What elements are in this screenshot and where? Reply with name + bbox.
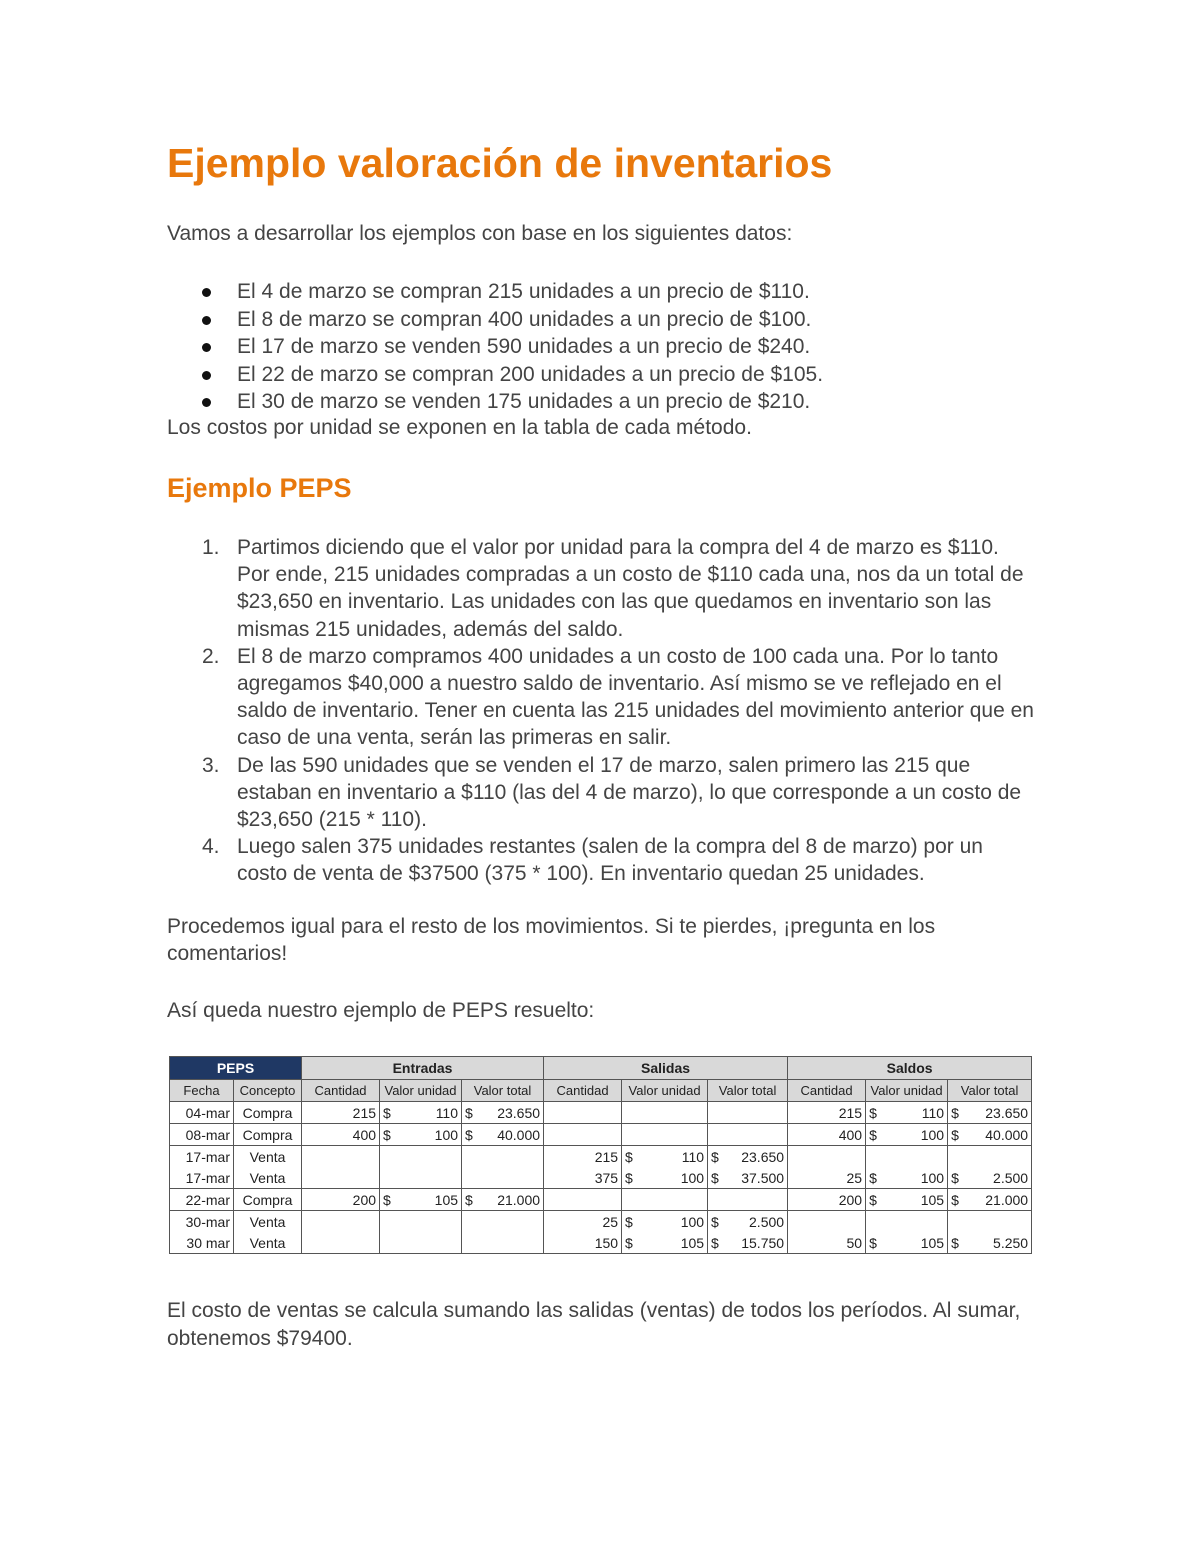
cell-value: 400 bbox=[788, 1124, 866, 1146]
cell-value: 37.500 bbox=[741, 1169, 785, 1186]
cell-money bbox=[948, 1102, 1032, 1124]
cell-value: 25 bbox=[544, 1211, 622, 1233]
cell-value bbox=[302, 1146, 380, 1168]
cell-concepto: Venta bbox=[234, 1146, 302, 1168]
cell-value bbox=[708, 1124, 788, 1146]
currency-symbol: $ bbox=[951, 1169, 959, 1186]
cell-money bbox=[462, 1124, 544, 1146]
cell-value: 375 bbox=[544, 1167, 622, 1189]
cell-concepto: Compra bbox=[234, 1102, 302, 1124]
column-header-valor-unidad: Valor unidad bbox=[622, 1080, 708, 1102]
cell-value bbox=[788, 1211, 866, 1233]
cell-money bbox=[948, 1189, 1032, 1211]
data-bullet-list bbox=[167, 278, 823, 416]
cell-concepto: Venta bbox=[234, 1232, 302, 1254]
cell-value bbox=[380, 1167, 462, 1189]
cell-concepto: Compra bbox=[234, 1189, 302, 1211]
cell-money bbox=[866, 1189, 948, 1211]
currency-symbol: $ bbox=[869, 1234, 877, 1251]
step-item bbox=[167, 752, 1037, 834]
table-row bbox=[170, 1232, 1032, 1254]
cell-value: 21.000 bbox=[985, 1191, 1029, 1208]
column-header-concepto: Concepto bbox=[234, 1080, 302, 1102]
group-header-entradas: Entradas bbox=[302, 1057, 544, 1080]
column-header-valor-total: Valor total bbox=[708, 1080, 788, 1102]
cell-value: 21.000 bbox=[497, 1191, 541, 1208]
cell-value bbox=[622, 1102, 708, 1124]
cell-value: 105 bbox=[920, 1191, 945, 1208]
currency-symbol: $ bbox=[869, 1191, 877, 1208]
cell-money bbox=[462, 1189, 544, 1211]
costs-note: Los costos por unidad se exponen en la tabla de cada método. bbox=[167, 416, 752, 439]
cell-value: 215 bbox=[544, 1146, 622, 1168]
currency-symbol: $ bbox=[625, 1169, 633, 1186]
currency-symbol: $ bbox=[625, 1213, 633, 1230]
table-row bbox=[170, 1189, 1032, 1211]
currency-symbol: $ bbox=[951, 1191, 959, 1208]
step-item bbox=[167, 833, 1037, 887]
cell-value: 110 bbox=[435, 1104, 459, 1121]
currency-symbol: $ bbox=[465, 1104, 473, 1121]
step-text: De las 590 unidades que se venden el 17 de marzo, salen primero las 215 que estaban en inventario a $110 (las del 4 de marzo), lo que corresponde a un costo de $23,650 (215 * 110). bbox=[237, 753, 1022, 832]
cell-value: 200 bbox=[302, 1189, 380, 1211]
step-number: 4. bbox=[202, 835, 220, 859]
cell-value: 100 bbox=[434, 1126, 459, 1143]
cell-value: 5.250 bbox=[993, 1234, 1029, 1251]
table-row bbox=[170, 1124, 1032, 1146]
step-text: Partimos diciendo que el valor por unidad para la compra del 4 de marzo es $110. Por ende, 215 unidades compradas a un costo de $110 cada una, nos da un total de $23,650 en inventario. Las unidades con las que quedamos en inventario son las mismas 215 unidades, además del saldo. bbox=[237, 536, 1024, 641]
cell-value: 15.750 bbox=[741, 1234, 785, 1251]
currency-symbol: $ bbox=[383, 1104, 391, 1121]
cell-value: 105 bbox=[920, 1234, 945, 1251]
cell-value: 110 bbox=[681, 1148, 705, 1165]
currency-symbol: $ bbox=[711, 1148, 719, 1165]
resolved-text: Así queda nuestro ejemplo de PEPS resuelto: bbox=[167, 999, 595, 1022]
table-row bbox=[170, 1102, 1032, 1124]
currency-symbol: $ bbox=[383, 1191, 391, 1208]
cell-money bbox=[948, 1167, 1032, 1189]
page-title: Ejemplo valoración de inventarios bbox=[167, 140, 833, 186]
table-row bbox=[170, 1146, 1032, 1168]
cell-value bbox=[622, 1189, 708, 1211]
cell-value bbox=[544, 1102, 622, 1124]
step-text: El 8 de marzo compramos 400 unidades a un costo de 100 cada una. Por lo tanto agregamos $40,000 a nuestro saldo de inventario. Así mismo se ve reflejado en el saldo de inventario. Tener en cuenta las 215 unidades del movimiento anterior que en caso de una venta, serán las primeras en salir. bbox=[237, 644, 1034, 750]
cell-money bbox=[622, 1232, 708, 1254]
peps-table-body bbox=[170, 1102, 1032, 1254]
step-number: 1. bbox=[202, 536, 220, 559]
cell-value bbox=[380, 1146, 462, 1168]
column-header-cantidad: Cantidad bbox=[788, 1080, 866, 1102]
cell-value bbox=[948, 1146, 1032, 1168]
cell-value bbox=[544, 1124, 622, 1146]
column-header-cantidad: Cantidad bbox=[544, 1080, 622, 1102]
cell-value bbox=[622, 1124, 708, 1146]
currency-symbol: $ bbox=[869, 1126, 877, 1143]
cell-fecha: 17-mar bbox=[170, 1167, 234, 1189]
cell-value: 100 bbox=[680, 1213, 705, 1230]
cell-value bbox=[866, 1146, 948, 1168]
cell-value: 110 bbox=[921, 1104, 945, 1121]
cell-value bbox=[462, 1211, 544, 1233]
cell-value: 23.650 bbox=[497, 1104, 541, 1121]
steps-list bbox=[167, 534, 1037, 888]
currency-symbol: $ bbox=[383, 1126, 391, 1143]
cell-value bbox=[866, 1211, 948, 1233]
closing-text: El costo de ventas se calcula sumando las salidas (ventas) de todos los períodos. Al sumar, obtenemos $79400. bbox=[167, 1299, 1021, 1350]
column-header-valor-total: Valor total bbox=[462, 1080, 544, 1102]
cell-money bbox=[622, 1211, 708, 1233]
cell-value bbox=[462, 1146, 544, 1168]
cell-value bbox=[380, 1211, 462, 1233]
cell-money bbox=[380, 1102, 462, 1124]
cell-value: 105 bbox=[680, 1234, 705, 1251]
column-header-cantidad: Cantidad bbox=[302, 1080, 380, 1102]
cell-value: 2.500 bbox=[993, 1169, 1029, 1186]
cell-money bbox=[708, 1167, 788, 1189]
cell-value: 150 bbox=[544, 1232, 622, 1254]
currency-symbol: $ bbox=[951, 1126, 959, 1143]
cell-value bbox=[708, 1102, 788, 1124]
cell-value: 25 bbox=[788, 1167, 866, 1189]
currency-symbol: $ bbox=[951, 1104, 959, 1121]
proceed-text: Procedemos igual para el resto de los movimientos. Si te pierdes, ¡pregunta en los comentarios! bbox=[167, 915, 936, 965]
currency-symbol: $ bbox=[625, 1148, 633, 1165]
cell-fecha: 22-mar bbox=[170, 1189, 234, 1211]
currency-symbol: $ bbox=[711, 1213, 719, 1230]
column-header-valor-unidad: Valor unidad bbox=[380, 1080, 462, 1102]
cell-value bbox=[302, 1232, 380, 1254]
cell-money bbox=[462, 1102, 544, 1124]
cell-value bbox=[708, 1189, 788, 1211]
cell-money bbox=[708, 1146, 788, 1168]
cell-value: 40.000 bbox=[497, 1126, 541, 1143]
cell-fecha: 04-mar bbox=[170, 1102, 234, 1124]
cell-value bbox=[948, 1211, 1032, 1233]
table-row bbox=[170, 1167, 1032, 1189]
currency-symbol: $ bbox=[465, 1191, 473, 1208]
cell-concepto: Compra bbox=[234, 1124, 302, 1146]
cell-money bbox=[622, 1146, 708, 1168]
list-item: El 30 de marzo se venden 175 unidades a un precio de $210. bbox=[167, 388, 823, 416]
group-header-saldos: Saldos bbox=[788, 1057, 1032, 1080]
cell-value bbox=[544, 1189, 622, 1211]
currency-symbol: $ bbox=[625, 1234, 633, 1251]
cell-money bbox=[866, 1124, 948, 1146]
column-header-fecha: Fecha bbox=[170, 1080, 234, 1102]
cell-value: 215 bbox=[302, 1102, 380, 1124]
cell-value bbox=[462, 1167, 544, 1189]
currency-symbol: $ bbox=[869, 1169, 877, 1186]
cell-money bbox=[866, 1102, 948, 1124]
list-item: El 8 de marzo se compran 400 unidades a un precio de $100. bbox=[167, 306, 823, 334]
cell-concepto: Venta bbox=[234, 1211, 302, 1233]
cell-concepto: Venta bbox=[234, 1167, 302, 1189]
cell-fecha: 17-mar bbox=[170, 1146, 234, 1168]
cell-money bbox=[948, 1232, 1032, 1254]
step-text: Luego salen 375 unidades restantes (salen de la compra del 8 de marzo) por un costo de venta de $37500 (375 * 100). En inventario quedan 25 unidades. bbox=[237, 835, 983, 886]
cell-value: 100 bbox=[680, 1169, 705, 1186]
step-number: 3. bbox=[202, 753, 220, 777]
cell-value: 23.650 bbox=[985, 1104, 1029, 1121]
peps-table bbox=[169, 1056, 1032, 1254]
cell-value: 400 bbox=[302, 1124, 380, 1146]
column-header-valor-unidad: Valor unidad bbox=[866, 1080, 948, 1102]
currency-symbol: $ bbox=[869, 1104, 877, 1121]
step-number: 2. bbox=[202, 644, 220, 668]
cell-fecha: 30-mar bbox=[170, 1211, 234, 1233]
cell-money bbox=[380, 1189, 462, 1211]
group-header-salidas: Salidas bbox=[544, 1057, 788, 1080]
cell-money bbox=[866, 1232, 948, 1254]
currency-symbol: $ bbox=[465, 1126, 473, 1143]
cell-money bbox=[708, 1211, 788, 1233]
cell-money bbox=[708, 1232, 788, 1254]
cell-value: 50 bbox=[788, 1232, 866, 1254]
list-item: El 17 de marzo se venden 590 unidades a un precio de $240. bbox=[167, 333, 823, 361]
list-item: El 22 de marzo se compran 200 unidades a un precio de $105. bbox=[167, 361, 823, 389]
cell-money bbox=[622, 1167, 708, 1189]
step-item bbox=[167, 643, 1037, 752]
currency-symbol: $ bbox=[951, 1234, 959, 1251]
cell-value: 23.650 bbox=[741, 1148, 785, 1165]
column-header-valor-total: Valor total bbox=[948, 1080, 1032, 1102]
cell-value: 215 bbox=[788, 1102, 866, 1124]
currency-symbol: $ bbox=[711, 1234, 719, 1251]
step-item bbox=[167, 534, 1037, 643]
cell-value: 200 bbox=[788, 1189, 866, 1211]
cell-value bbox=[302, 1211, 380, 1233]
cell-value: 100 bbox=[920, 1169, 945, 1186]
list-item: El 4 de marzo se compran 215 unidades a un precio de $110. bbox=[167, 278, 823, 306]
cell-value bbox=[302, 1167, 380, 1189]
cell-value: 2.500 bbox=[749, 1213, 785, 1230]
cell-value bbox=[380, 1232, 462, 1254]
currency-symbol: $ bbox=[711, 1169, 719, 1186]
table-row bbox=[170, 1211, 1032, 1233]
section-heading-peps: Ejemplo PEPS bbox=[167, 473, 352, 503]
cell-value: 40.000 bbox=[985, 1126, 1029, 1143]
cell-value bbox=[462, 1232, 544, 1254]
cell-money bbox=[380, 1124, 462, 1146]
cell-value bbox=[788, 1146, 866, 1168]
cell-money bbox=[866, 1167, 948, 1189]
cell-fecha: 08-mar bbox=[170, 1124, 234, 1146]
table-method-title: PEPS bbox=[170, 1057, 302, 1080]
intro-text: Vamos a desarrollar los ejemplos con base en los siguientes datos: bbox=[167, 222, 793, 245]
cell-value: 100 bbox=[920, 1126, 945, 1143]
cell-fecha: 30 mar bbox=[170, 1232, 234, 1254]
cell-money bbox=[948, 1124, 1032, 1146]
cell-value: 105 bbox=[434, 1191, 459, 1208]
